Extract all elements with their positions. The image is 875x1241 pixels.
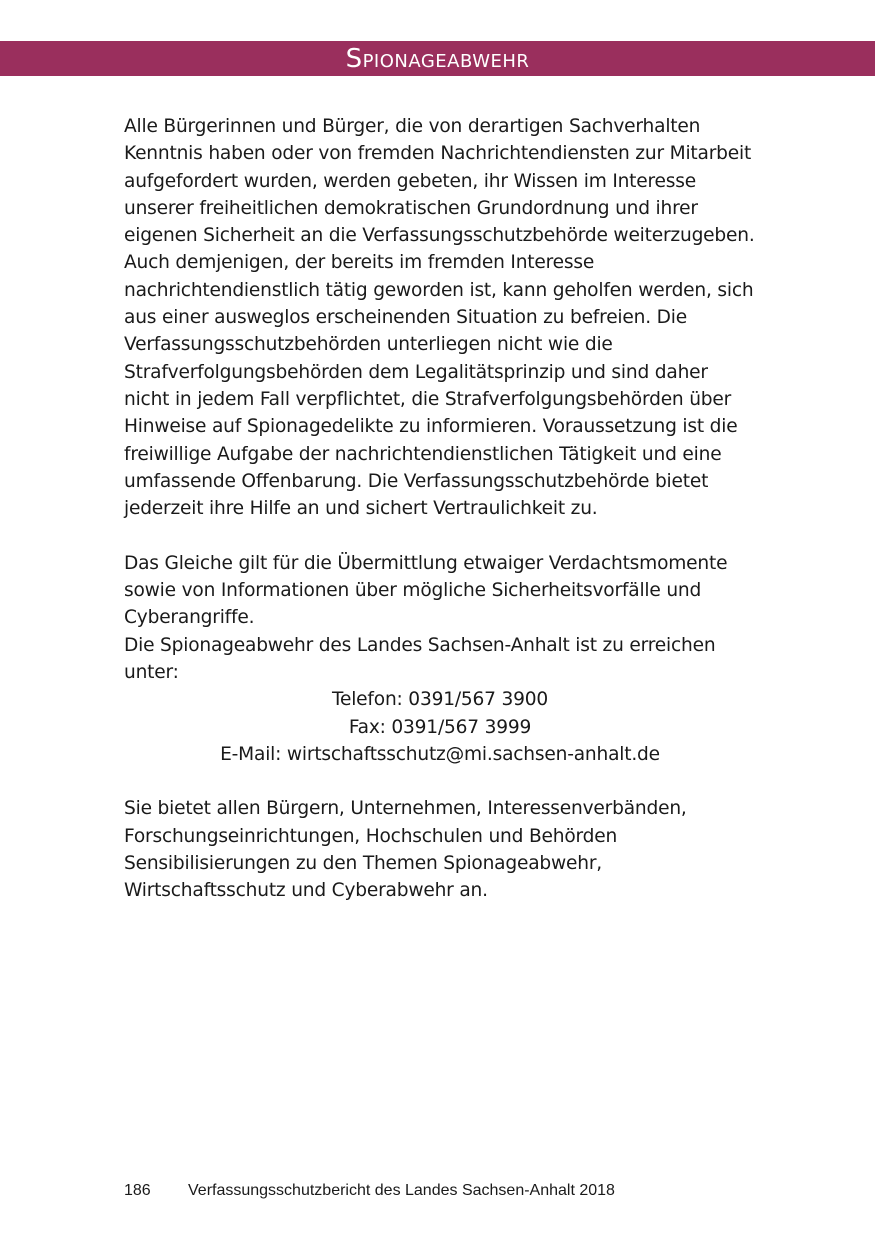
paragraph-help-offer: Auch demjenigen, der bereits im fremden Interesse nachrichtendienstlich tätig geworden ist, kann geholfen werden, sich aus einer ausweglos erscheinenden Situation zu befreien. Die Verfassungsschutzbehörden unterliegen nicht wie die Strafverfolgungsbehörden dem Legalitätsprinzip und sind daher nicht in jedem Fall verpflichtet, die Strafverfolgungsbehörden über Hinweise auf Spionagedelikte zu informieren. Voraussetzung ist die freiwillige Aufgabe der nachrichtendienstlichen Tätigkeit und eine umfassende Offenbarung. Die Verfassungsschutzbehörde bietet jederzeit ihre Hilfe an und sichert Vertraulichkeit zu. (124, 252, 754, 520)
paragraph-awareness-offer: Sie bietet allen Bürgern, Unternehmen, Interessenverbänden, Forschungseinrichtungen, Hochschulen und Behörden Sensibilisierungen zu den Themen Spionageabwehr, Wirtschaftsschutz und Cyberabwehr an. (124, 798, 687, 902)
paragraph-report-request: Alle Bürgerinnen und Bürger, die von derartigen Sachverhalten Kenntnis haben oder von fremden Nachrichtendiensten zur Mitarbeit aufgefordert wurden, werden gebeten, ihr Wissen im Interesse unserer freiheitlichen demokratischen Grundordnung und ihrer eigenen Sicherheit an die Verfassungsschutzbehörde weiterzugeben. (124, 116, 755, 247)
paragraph-spacer (124, 522, 756, 549)
page-number: 186 (124, 1182, 151, 1199)
paragraph-suspicion-reports: Das Gleiche gilt für die Übermittlung etwaiger Verdachtsmomente sowie von Informationen über mögliche Sicherheitsvorfälle und Cyberangriffe. (124, 552, 728, 629)
contact-block (124, 686, 756, 768)
contact-email: E-Mail: wirtschaftsschutz@mi.sachsen-anhalt.de (220, 743, 660, 765)
contact-fax: Fax: 0391/567 3999 (348, 716, 532, 738)
report-title: Verfassungsschutzbericht des Landes Sachsen-Anhalt 2018 (188, 1182, 615, 1199)
page-footer (124, 1182, 615, 1200)
paragraph-spacer (124, 768, 756, 795)
contact-phone: Telefon: 0391/567 3900 (331, 689, 549, 711)
paragraph-contact-intro: Die Spionageabwehr des Landes Sachsen-Anhalt ist zu erreichen unter: (124, 634, 716, 683)
section-title: Spionageabwehr (345, 44, 530, 74)
section-header-bar (0, 41, 875, 76)
body-text (124, 113, 756, 905)
